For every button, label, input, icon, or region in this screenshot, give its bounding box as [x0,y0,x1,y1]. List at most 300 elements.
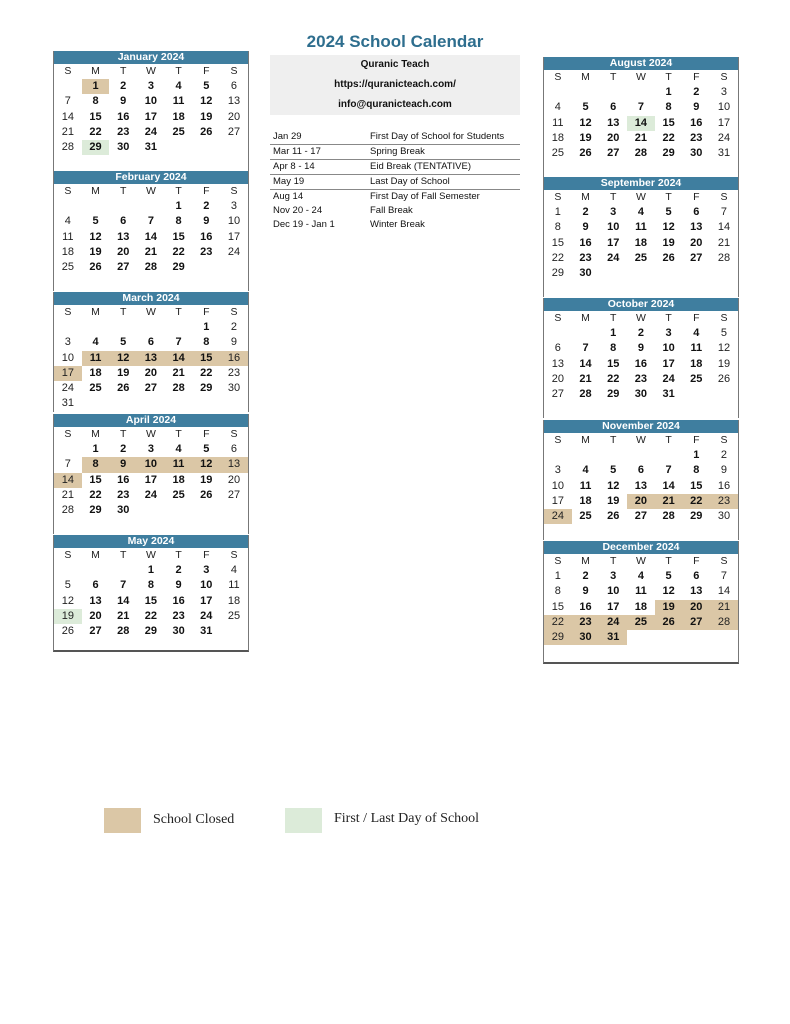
day-cell: 9 [203,215,210,228]
weekday-label: T [610,71,617,83]
day-cell: 3 [554,464,561,477]
day-cell: 31 [662,388,675,401]
day-cell: 31 [200,625,213,638]
day-cell: 20 [89,609,102,622]
day-cell: 4 [637,570,644,582]
day-cell: 28 [634,147,648,160]
day-cell: 26 [200,125,213,138]
day-cell: 29 [662,147,675,160]
day-cell: 31 [144,141,158,154]
day-cell: 24 [662,372,675,385]
empty-day-cell [82,199,110,214]
day-cell: 21 [61,125,74,138]
day-cell: 7 [64,95,71,108]
day-cell: 23 [634,372,648,385]
day-cell: 16 [172,594,185,607]
weekday-label: F [203,185,210,197]
month-calendar-september [543,177,739,297]
day-cell: 4 [175,80,182,92]
day-cell: 1 [203,321,210,333]
day-cell: 25 [551,147,564,160]
day-cell: 25 [172,125,185,138]
day-cell: 11 [82,351,110,366]
empty-day-cell [627,85,655,100]
weekday-label: S [720,71,728,83]
day-cell: 2 [582,206,589,218]
day-cell: 9 [720,464,728,477]
day-cell: 27 [117,261,130,274]
event-row [270,159,520,174]
event-date: Mar 11 - 17 [273,146,321,157]
day-cell: 12 [109,351,137,366]
day-cell: 6 [637,464,644,477]
day-cell: 2 [120,80,127,92]
event-description: Last Day of School [370,176,450,187]
day-cell: 28 [61,141,74,154]
day-cell: 15 [89,110,102,123]
weekday-label: T [665,312,672,324]
day-cell: 16 [634,357,648,370]
day-cell: 17 [607,600,620,613]
empty-day-cell [544,85,572,100]
day-cell: 8 [554,585,561,598]
day-cell: 8 [203,336,210,349]
day-cell: 3 [203,564,210,576]
event-date: Apr 8 - 14 [273,161,315,172]
day-cell: 8 [665,101,672,114]
day-cell: 1 [665,86,672,98]
day-cell: 22 [89,125,102,138]
empty-day-cell [655,448,683,463]
day-cell: 25 [690,372,703,385]
day-cell: 13 [634,479,648,492]
weekday-label: S [720,312,728,324]
day-cell: 5 [582,101,589,114]
month-title: May 2024 [54,535,248,548]
day-cell: 17 [144,110,158,123]
weekday-label: S [720,434,728,446]
event-row [270,174,520,189]
day-cell: 6 [693,570,700,582]
month-title: September 2024 [544,177,738,190]
day-cell: 15 [192,351,220,366]
weekday-label: T [175,65,182,77]
day-cell: 14 [717,221,731,234]
day-cell: 18 [172,110,185,123]
weekday-label: W [145,185,156,197]
day-cell: 26 [117,382,130,395]
day-cell: 29 [544,630,572,645]
day-cell: 27 [227,125,241,138]
day-cell: 30 [690,147,703,160]
day-cell: 31 [61,397,74,410]
empty-day-cell [137,320,165,335]
legend-first-last-label: First / Last Day of School [334,811,480,826]
day-cell: 28 [117,625,130,638]
day-cell: 10 [717,101,731,114]
day-cell: 29 [144,625,158,638]
empty-day-cell [109,199,137,214]
day-cell: 13 [220,457,248,472]
day-cell: 20 [607,131,620,144]
weekday-label: W [635,434,646,446]
weekday-label: F [203,65,210,77]
day-cell: 9 [637,342,644,355]
day-cell: 22 [200,366,213,379]
day-cell: 27 [682,615,710,630]
day-cell: 17 [227,230,241,243]
weekday-label: T [610,191,617,203]
day-cell: 13 [137,351,165,366]
day-cell: 25 [634,251,648,264]
day-cell: 30 [117,141,130,154]
day-cell: 24 [144,488,158,501]
day-cell: 6 [693,206,700,218]
month-title: February 2024 [54,171,248,184]
day-cell: 10 [144,95,158,108]
day-cell: 19 [117,366,130,379]
day-cell: 8 [610,342,617,355]
day-cell: 26 [662,251,675,264]
day-cell: 10 [200,579,213,592]
weekday-label: S [64,185,72,197]
month-grid [54,305,248,412]
day-cell: 30 [717,510,731,523]
weekday-label: M [91,428,100,440]
day-cell: 15 [690,479,703,492]
day-cell: 6 [92,579,99,592]
month-calendar-may [53,535,249,652]
month-title: January 2024 [54,51,248,64]
weekday-label: S [720,191,728,203]
day-cell: 19 [54,609,82,624]
day-cell: 16 [220,351,248,366]
day-cell: 23 [117,125,130,138]
legend-closed-label: School Closed [153,812,235,827]
day-cell: 25 [227,609,241,622]
month-calendar-december [543,541,739,664]
day-cell: 28 [144,261,158,274]
day-cell: 18 [634,236,648,249]
day-cell: 6 [554,342,561,355]
event-date: Dec 19 - Jan 1 [273,219,335,230]
month-title: August 2024 [544,57,738,70]
day-cell: 9 [582,221,589,234]
weekday-label: W [145,549,156,561]
day-cell: 29 [551,267,564,280]
event-date: Nov 20 - 24 [273,205,323,216]
day-cell: 9 [120,95,127,108]
day-cell: 10 [607,585,620,598]
day-cell: 21 [172,366,185,379]
day-cell: 5 [92,215,99,228]
day-cell: 1 [693,449,700,461]
day-cell: 27 [690,251,703,264]
empty-day-cell [165,320,193,335]
day-cell: 15 [551,600,564,613]
event-description: Winter Break [370,219,425,230]
legend-first-last-swatch [285,808,322,833]
day-cell: 21 [655,494,683,509]
event-row [270,144,520,159]
day-cell: 7 [120,579,127,592]
day-cell: 5 [610,464,617,477]
day-cell: 23 [227,366,241,379]
calendar-title: 2024 School Calendar [306,32,484,51]
day-cell: 15 [172,230,185,243]
day-cell: 21 [61,488,74,501]
day-cell: 16 [579,600,592,613]
day-cell: 20 [682,600,710,615]
day-cell: 2 [720,449,728,461]
weekday-label: T [665,434,672,446]
month-grid [54,427,248,518]
day-cell: 4 [582,464,589,477]
month-calendar-november [543,420,739,540]
day-cell: 19 [717,357,731,370]
weekday-label: W [145,428,156,440]
day-cell: 9 [230,336,238,349]
day-cell: 17 [54,366,82,381]
day-cell: 2 [693,86,700,98]
month-grid [54,184,248,275]
empty-day-cell [82,320,110,335]
weekday-label: M [91,65,100,77]
day-cell: 3 [230,200,238,212]
day-cell: 26 [200,488,213,501]
day-cell: 12 [579,116,592,129]
day-cell: 3 [64,336,71,349]
day-cell: 2 [120,443,127,455]
day-cell: 10 [227,215,241,228]
empty-day-cell [572,326,600,341]
day-cell: 17 [200,594,213,607]
weekday-label: T [665,71,672,83]
empty-day-cell [572,448,600,463]
empty-day-cell [54,442,82,457]
day-cell: 28 [172,382,185,395]
day-cell: 12 [717,342,731,355]
day-cell: 22 [607,372,620,385]
weekday-label: T [120,428,127,440]
day-cell: 5 [203,80,210,92]
day-cell: 16 [200,230,213,243]
day-cell: 1 [82,79,110,94]
weekday-label: W [145,306,156,318]
day-cell: 7 [720,570,728,582]
month-grid [544,70,738,161]
day-cell: 31 [717,147,731,160]
day-cell: 22 [89,488,102,501]
day-cell: 22 [551,251,564,264]
weekday-label: T [665,555,672,567]
day-cell: 9 [109,457,137,472]
weekday-label: F [203,549,210,561]
day-cell: 22 [682,494,710,509]
day-cell: 18 [89,366,102,379]
day-cell: 1 [175,200,182,212]
day-cell: 12 [607,479,620,492]
month-title: November 2024 [544,420,738,433]
day-cell: 24 [607,251,620,264]
day-cell: 16 [690,116,703,129]
day-cell: 11 [635,221,647,234]
day-cell: 8 [554,221,561,234]
empty-day-cell [54,79,82,94]
day-cell: 20 [690,236,703,249]
day-cell: 19 [662,236,675,249]
empty-day-cell [137,199,165,214]
day-cell: 26 [579,147,592,160]
empty-day-cell [572,85,600,100]
day-cell: 3 [610,570,617,582]
school-info-box [270,55,520,115]
empty-day-cell [599,85,627,100]
day-cell: 7 [64,458,71,471]
day-cell: 14 [165,351,193,366]
weekday-label: S [554,434,562,446]
day-cell: 26 [655,615,683,630]
day-cell: 14 [54,473,82,488]
day-cell: 1 [92,443,99,455]
day-cell: 8 [693,464,700,477]
month-grid [54,548,248,639]
day-cell: 25 [579,510,592,523]
month-grid [54,64,248,155]
weekday-label: T [120,185,127,197]
day-cell: 2 [203,200,210,212]
day-cell: 20 [227,473,241,486]
day-cell: 17 [144,473,158,486]
day-cell: 16 [579,236,592,249]
day-cell: 8 [92,95,99,108]
day-cell: 4 [230,564,238,576]
weekday-label: F [693,312,700,324]
day-cell: 13 [690,585,703,598]
weekday-label: S [64,306,72,318]
weekday-label: S [230,185,238,197]
day-cell: 6 [147,336,154,349]
day-cell: 24 [144,125,158,138]
weekday-label: M [91,306,100,318]
school-website-link[interactable]: https://quranicteach.com/ [334,79,456,90]
day-cell: 4 [693,327,700,339]
month-calendar-april [53,414,249,534]
event-date: Jan 29 [273,131,302,142]
day-cell: 24 [599,615,627,630]
day-cell: 18 [551,131,564,144]
weekday-label: F [693,71,700,83]
event-row [270,218,520,232]
day-cell: 1 [554,570,561,582]
day-cell: 29 [89,504,102,517]
weekday-label: M [91,185,100,197]
day-cell: 14 [117,594,130,607]
day-cell: 30 [634,388,648,401]
day-cell: 4 [637,206,644,218]
day-cell: 4 [175,443,182,455]
day-cell: 31 [599,630,627,645]
day-cell: 14 [61,110,74,123]
weekday-label: T [175,306,182,318]
weekday-label: F [693,555,700,567]
day-cell: 3 [610,206,617,218]
weekday-label: S [230,306,238,318]
day-cell: 11 [690,342,703,355]
weekday-label: S [230,428,238,440]
empty-day-cell [54,320,82,335]
day-cell: 30 [579,267,592,280]
day-cell: 18 [172,473,185,486]
weekday-label: S [230,549,238,561]
day-cell: 21 [634,131,648,144]
weekday-label: T [665,191,672,203]
empty-day-cell [544,448,572,463]
day-cell: 27 [551,388,564,401]
weekday-label: M [91,549,100,561]
day-cell: 21 [117,609,130,622]
day-cell: 13 [227,95,241,108]
day-cell: 18 [227,594,241,607]
day-cell: 7 [665,464,672,477]
day-cell: 13 [690,221,703,234]
event-row [270,204,520,218]
day-cell: 11 [165,457,193,472]
event-description: Spring Break [370,146,425,157]
day-cell: 14 [662,479,675,492]
day-cell: 29 [607,388,620,401]
weekday-label: M [581,555,590,567]
day-cell: 5 [720,327,728,339]
day-cell: 26 [61,625,74,638]
day-cell: 10 [137,457,165,472]
school-email-link[interactable]: info@quranicteach.com [338,99,452,110]
day-cell: 22 [144,609,158,622]
event-date: Aug 14 [273,191,304,202]
day-cell: 23 [172,609,185,622]
day-cell: 3 [665,327,672,339]
day-cell: 7 [175,336,182,349]
day-cell: 12 [61,594,74,607]
day-cell: 11 [579,479,592,492]
day-cell: 12 [662,585,675,598]
day-cell: 21 [144,245,158,258]
day-cell: 6 [610,101,617,114]
event-description: First Day of Fall Semester [370,191,480,202]
day-cell: 24 [544,509,572,524]
day-cell: 17 [551,494,564,507]
day-cell: 24 [61,382,74,395]
day-cell: 13 [551,357,564,370]
day-cell: 8 [175,215,182,228]
empty-day-cell [627,448,655,463]
day-cell: 27 [227,488,241,501]
day-cell: 19 [655,600,683,615]
weekday-label: S [554,555,562,567]
day-cell: 23 [572,615,600,630]
month-title: October 2024 [544,298,738,311]
day-cell: 27 [607,147,620,160]
day-cell: 25 [89,382,102,395]
day-cell: 4 [92,336,99,349]
weekday-label: S [64,549,72,561]
weekday-label: S [554,71,562,83]
day-cell: 27 [634,510,648,523]
weekday-label: T [175,185,182,197]
day-cell: 19 [89,245,102,258]
day-cell: 6 [120,215,127,228]
empty-day-cell [54,563,82,578]
